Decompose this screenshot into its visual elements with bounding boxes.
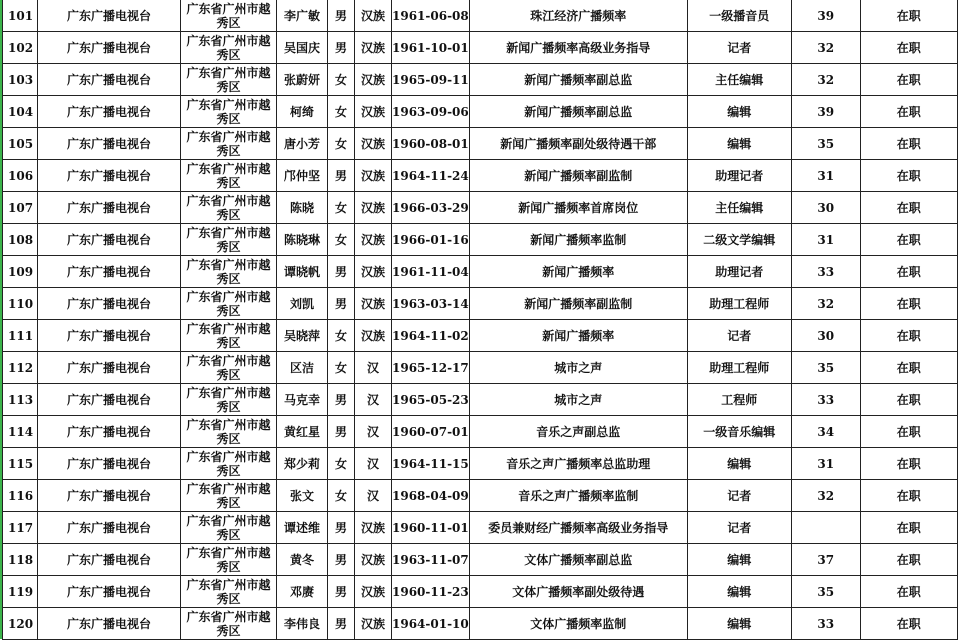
cell-org[interactable]: 广东广播电视台 bbox=[38, 96, 181, 128]
cell-birthdate[interactable]: 1965-09-11 bbox=[392, 64, 470, 96]
table-row bbox=[3, 0, 958, 32]
cell-title[interactable]: 助理记者 bbox=[687, 160, 791, 192]
cell-id[interactable]: 109 bbox=[3, 256, 38, 288]
cell-status[interactable]: 在职 bbox=[860, 384, 957, 416]
cell-address[interactable]: 广东省广州市越秀区 bbox=[181, 512, 277, 544]
cell-ethnicity[interactable]: 汉族 bbox=[355, 608, 392, 640]
cell-address[interactable]: 广东省广州市越秀区 bbox=[181, 608, 277, 640]
cell-name[interactable]: 刘凯 bbox=[277, 288, 328, 320]
cell-name[interactable]: 谭述维 bbox=[277, 512, 328, 544]
cell-birthdate[interactable]: 1961-10-01 bbox=[392, 32, 470, 64]
cell-position[interactable]: 新闻广播频率副总监 bbox=[469, 64, 687, 96]
cell-birthdate[interactable]: 1964-11-24 bbox=[392, 160, 470, 192]
cell-title[interactable]: 记者 bbox=[687, 320, 791, 352]
cell-years[interactable]: 33 bbox=[791, 384, 860, 416]
cell-id[interactable]: 113 bbox=[3, 384, 38, 416]
cell-gender[interactable]: 女 bbox=[328, 352, 355, 384]
cell-org[interactable]: 广东广播电视台 bbox=[38, 480, 181, 512]
cell-name[interactable]: 李广敏 bbox=[277, 0, 328, 32]
cell-id[interactable]: 106 bbox=[3, 160, 38, 192]
cell-org[interactable]: 广东广播电视台 bbox=[38, 608, 181, 640]
cell-title[interactable]: 记者 bbox=[687, 32, 791, 64]
cell-ethnicity[interactable]: 汉族 bbox=[355, 128, 392, 160]
cell-ethnicity[interactable]: 汉族 bbox=[355, 544, 392, 576]
cell-name[interactable]: 郑少莉 bbox=[277, 448, 328, 480]
table-row bbox=[3, 576, 958, 608]
cell-name[interactable]: 邓赓 bbox=[277, 576, 328, 608]
cell-org[interactable]: 广东广播电视台 bbox=[38, 64, 181, 96]
cell-ethnicity[interactable]: 汉族 bbox=[355, 160, 392, 192]
cell-status[interactable]: 在职 bbox=[860, 192, 957, 224]
cell-gender[interactable]: 男 bbox=[328, 288, 355, 320]
cell-years[interactable]: 30 bbox=[791, 192, 860, 224]
cell-years[interactable]: 32 bbox=[791, 32, 860, 64]
cell-org[interactable]: 广东广播电视台 bbox=[38, 128, 181, 160]
cell-status[interactable]: 在职 bbox=[860, 64, 957, 96]
cell-status[interactable]: 在职 bbox=[860, 0, 957, 32]
cell-ethnicity[interactable]: 汉族 bbox=[355, 192, 392, 224]
cell-org[interactable]: 广东广播电视台 bbox=[38, 32, 181, 64]
cell-gender[interactable]: 女 bbox=[328, 320, 355, 352]
cell-status[interactable]: 在职 bbox=[860, 544, 957, 576]
cell-status[interactable]: 在职 bbox=[860, 96, 957, 128]
cell-org[interactable]: 广东广播电视台 bbox=[38, 0, 181, 32]
cell-name[interactable]: 李伟良 bbox=[277, 608, 328, 640]
cell-position[interactable]: 新闻广播频率副总监 bbox=[469, 96, 687, 128]
cell-position[interactable]: 文体广播频率副总监 bbox=[469, 544, 687, 576]
cell-title[interactable]: 助理工程师 bbox=[687, 288, 791, 320]
cell-id[interactable]: 105 bbox=[3, 128, 38, 160]
cell-id[interactable]: 101 bbox=[3, 0, 38, 32]
cell-ethnicity[interactable]: 汉族 bbox=[355, 576, 392, 608]
cell-years[interactable]: 31 bbox=[791, 448, 860, 480]
cell-position[interactable]: 新闻广播频率高级业务指导 bbox=[469, 32, 687, 64]
cell-years[interactable]: 33 bbox=[791, 256, 860, 288]
cell-years[interactable] bbox=[791, 512, 860, 544]
table-body bbox=[3, 0, 958, 640]
cell-name[interactable]: 柯绮 bbox=[277, 96, 328, 128]
cell-name[interactable]: 张文 bbox=[277, 480, 328, 512]
cell-id[interactable]: 116 bbox=[3, 480, 38, 512]
cell-id[interactable]: 111 bbox=[3, 320, 38, 352]
cell-org[interactable]: 广东广播电视台 bbox=[38, 160, 181, 192]
cell-title[interactable]: 主任编辑 bbox=[687, 64, 791, 96]
cell-position[interactable]: 新闻广播频率副处级待遇干部 bbox=[469, 128, 687, 160]
cell-years[interactable]: 34 bbox=[791, 416, 860, 448]
cell-birthdate[interactable]: 1960-07-01 bbox=[392, 416, 470, 448]
cell-address[interactable]: 广东省广州市越秀区 bbox=[181, 96, 277, 128]
cell-address[interactable]: 广东省广州市越秀区 bbox=[181, 320, 277, 352]
cell-id[interactable]: 117 bbox=[3, 512, 38, 544]
cell-ethnicity[interactable]: 汉族 bbox=[355, 32, 392, 64]
cell-years[interactable]: 32 bbox=[791, 288, 860, 320]
cell-gender[interactable]: 男 bbox=[328, 384, 355, 416]
cell-birthdate[interactable]: 1960-11-01 bbox=[392, 512, 470, 544]
cell-position[interactable]: 音乐之声副总监 bbox=[469, 416, 687, 448]
cell-gender[interactable]: 男 bbox=[328, 512, 355, 544]
cell-id[interactable]: 118 bbox=[3, 544, 38, 576]
cell-status[interactable]: 在职 bbox=[860, 320, 957, 352]
cell-gender[interactable]: 男 bbox=[328, 256, 355, 288]
cell-name[interactable]: 陈晓 bbox=[277, 192, 328, 224]
cell-name[interactable]: 张蔚妍 bbox=[277, 64, 328, 96]
table-row bbox=[3, 480, 958, 512]
cell-id[interactable]: 103 bbox=[3, 64, 38, 96]
cell-position[interactable]: 新闻广播频率监制 bbox=[469, 224, 687, 256]
cell-id[interactable]: 115 bbox=[3, 448, 38, 480]
cell-gender[interactable]: 男 bbox=[328, 544, 355, 576]
cell-address[interactable]: 广东省广州市越秀区 bbox=[181, 192, 277, 224]
cell-ethnicity[interactable]: 汉 bbox=[355, 352, 392, 384]
cell-address[interactable]: 广东省广州市越秀区 bbox=[181, 256, 277, 288]
cell-birthdate[interactable]: 1965-05-23 bbox=[392, 384, 470, 416]
table-row bbox=[3, 448, 958, 480]
cell-title[interactable]: 记者 bbox=[687, 480, 791, 512]
cell-id[interactable]: 119 bbox=[3, 576, 38, 608]
cell-id[interactable]: 112 bbox=[3, 352, 38, 384]
table-row bbox=[3, 160, 958, 192]
cell-position[interactable]: 城市之声 bbox=[469, 352, 687, 384]
table-row bbox=[3, 320, 958, 352]
cell-org[interactable]: 广东广播电视台 bbox=[38, 384, 181, 416]
cell-status[interactable]: 在职 bbox=[860, 352, 957, 384]
cell-gender[interactable]: 男 bbox=[328, 32, 355, 64]
cell-name[interactable]: 区洁 bbox=[277, 352, 328, 384]
cell-id[interactable]: 102 bbox=[3, 32, 38, 64]
cell-status[interactable]: 在职 bbox=[860, 480, 957, 512]
table-row bbox=[3, 192, 958, 224]
cell-id[interactable]: 104 bbox=[3, 96, 38, 128]
cell-title[interactable]: 助理记者 bbox=[687, 256, 791, 288]
cell-address[interactable]: 广东省广州市越秀区 bbox=[181, 288, 277, 320]
cell-birthdate[interactable]: 1963-11-07 bbox=[392, 544, 470, 576]
cell-years[interactable]: 32 bbox=[791, 64, 860, 96]
cell-title[interactable]: 助理工程师 bbox=[687, 352, 791, 384]
cell-status[interactable]: 在职 bbox=[860, 288, 957, 320]
cell-id[interactable]: 110 bbox=[3, 288, 38, 320]
cell-position[interactable]: 珠江经济广播频率 bbox=[469, 0, 687, 32]
cell-position[interactable]: 新闻广播频率 bbox=[469, 256, 687, 288]
cell-years[interactable]: 30 bbox=[791, 320, 860, 352]
cell-ethnicity[interactable]: 汉族 bbox=[355, 0, 392, 32]
cell-birthdate[interactable]: 1964-11-15 bbox=[392, 448, 470, 480]
cell-position[interactable]: 音乐之声广播频率监制 bbox=[469, 480, 687, 512]
cell-birthdate[interactable]: 1964-01-10 bbox=[392, 608, 470, 640]
cell-gender[interactable]: 男 bbox=[328, 416, 355, 448]
cell-position[interactable]: 新闻广播频率副监制 bbox=[469, 160, 687, 192]
cell-id[interactable]: 120 bbox=[3, 608, 38, 640]
cell-org[interactable]: 广东广播电视台 bbox=[38, 512, 181, 544]
cell-birthdate[interactable]: 1966-03-29 bbox=[392, 192, 470, 224]
cell-title[interactable]: 二级文学编辑 bbox=[687, 224, 791, 256]
cell-birthdate[interactable]: 1963-03-14 bbox=[392, 288, 470, 320]
cell-address[interactable]: 广东省广州市越秀区 bbox=[181, 32, 277, 64]
cell-position[interactable]: 城市之声 bbox=[469, 384, 687, 416]
cell-gender[interactable]: 男 bbox=[328, 160, 355, 192]
cell-ethnicity[interactable]: 汉 bbox=[355, 416, 392, 448]
cell-id[interactable]: 107 bbox=[3, 192, 38, 224]
cell-status[interactable]: 在职 bbox=[860, 608, 957, 640]
cell-title[interactable]: 编辑 bbox=[687, 544, 791, 576]
cell-years[interactable]: 31 bbox=[791, 224, 860, 256]
cell-name[interactable]: 邝仲坚 bbox=[277, 160, 328, 192]
cell-address[interactable]: 广东省广州市越秀区 bbox=[181, 352, 277, 384]
cell-name[interactable]: 谭晓帆 bbox=[277, 256, 328, 288]
cell-gender[interactable]: 女 bbox=[328, 224, 355, 256]
cell-position[interactable]: 新闻广播频率副监制 bbox=[469, 288, 687, 320]
cell-birthdate[interactable]: 1968-04-09 bbox=[392, 480, 470, 512]
table-row bbox=[3, 416, 958, 448]
cell-address[interactable]: 广东省广州市越秀区 bbox=[181, 224, 277, 256]
cell-status[interactable]: 在职 bbox=[860, 512, 957, 544]
cell-status[interactable]: 在职 bbox=[860, 256, 957, 288]
cell-name[interactable]: 吴国庆 bbox=[277, 32, 328, 64]
table-row bbox=[3, 32, 958, 64]
cell-birthdate[interactable]: 1964-11-02 bbox=[392, 320, 470, 352]
cell-birthdate[interactable]: 1960-08-01 bbox=[392, 128, 470, 160]
table-row bbox=[3, 288, 958, 320]
cell-years[interactable]: 39 bbox=[791, 0, 860, 32]
cell-name[interactable]: 陈晓琳 bbox=[277, 224, 328, 256]
cell-status[interactable]: 在职 bbox=[860, 32, 957, 64]
cell-org[interactable]: 广东广播电视台 bbox=[38, 448, 181, 480]
cell-org[interactable]: 广东广播电视台 bbox=[38, 192, 181, 224]
cell-position[interactable]: 新闻广播频率 bbox=[469, 320, 687, 352]
cell-title[interactable]: 编辑 bbox=[687, 448, 791, 480]
cell-name[interactable]: 马克幸 bbox=[277, 384, 328, 416]
cell-years[interactable]: 37 bbox=[791, 544, 860, 576]
cell-ethnicity[interactable]: 汉族 bbox=[355, 512, 392, 544]
cell-title[interactable]: 主任编辑 bbox=[687, 192, 791, 224]
cell-org[interactable]: 广东广播电视台 bbox=[38, 352, 181, 384]
cell-title[interactable]: 一级播音员 bbox=[687, 0, 791, 32]
table-row bbox=[3, 96, 958, 128]
cell-address[interactable]: 广东省广州市越秀区 bbox=[181, 0, 277, 32]
cell-birthdate[interactable]: 1961-11-04 bbox=[392, 256, 470, 288]
cell-birthdate[interactable]: 1961-06-08 bbox=[392, 0, 470, 32]
cell-position[interactable]: 委员兼财经广播频率高级业务指导 bbox=[469, 512, 687, 544]
cell-id[interactable]: 108 bbox=[3, 224, 38, 256]
cell-id[interactable]: 114 bbox=[3, 416, 38, 448]
cell-gender[interactable]: 女 bbox=[328, 64, 355, 96]
cell-org[interactable]: 广东广播电视台 bbox=[38, 288, 181, 320]
cell-title[interactable]: 工程师 bbox=[687, 384, 791, 416]
cell-address[interactable]: 广东省广州市越秀区 bbox=[181, 384, 277, 416]
cell-status[interactable]: 在职 bbox=[860, 128, 957, 160]
cell-name[interactable]: 唐小芳 bbox=[277, 128, 328, 160]
cell-address[interactable]: 广东省广州市越秀区 bbox=[181, 64, 277, 96]
cell-position[interactable]: 文体广播频率监制 bbox=[469, 608, 687, 640]
table-row bbox=[3, 608, 958, 640]
cell-address[interactable]: 广东省广州市越秀区 bbox=[181, 544, 277, 576]
cell-years[interactable]: 32 bbox=[791, 480, 860, 512]
cell-org[interactable]: 广东广播电视台 bbox=[38, 416, 181, 448]
cell-name[interactable]: 黄红星 bbox=[277, 416, 328, 448]
cell-ethnicity[interactable]: 汉族 bbox=[355, 96, 392, 128]
cell-title[interactable]: 编辑 bbox=[687, 576, 791, 608]
cell-org[interactable]: 广东广播电视台 bbox=[38, 320, 181, 352]
table-row bbox=[3, 128, 958, 160]
cell-birthdate[interactable]: 1963-09-06 bbox=[392, 96, 470, 128]
table-row bbox=[3, 224, 958, 256]
cell-ethnicity[interactable]: 汉 bbox=[355, 480, 392, 512]
table-row bbox=[3, 352, 958, 384]
cell-gender[interactable]: 女 bbox=[328, 96, 355, 128]
cell-position[interactable]: 文体广播频率副处级待遇 bbox=[469, 576, 687, 608]
cell-position[interactable]: 音乐之声广播频率总监助理 bbox=[469, 448, 687, 480]
cell-ethnicity[interactable]: 汉 bbox=[355, 384, 392, 416]
cell-org[interactable]: 广东广播电视台 bbox=[38, 576, 181, 608]
cell-gender[interactable]: 男 bbox=[328, 608, 355, 640]
cell-status[interactable]: 在职 bbox=[860, 224, 957, 256]
cell-gender[interactable]: 女 bbox=[328, 192, 355, 224]
cell-years[interactable]: 35 bbox=[791, 128, 860, 160]
cell-address[interactable]: 广东省广州市越秀区 bbox=[181, 160, 277, 192]
table-row bbox=[3, 64, 958, 96]
cell-address[interactable]: 广东省广州市越秀区 bbox=[181, 448, 277, 480]
cell-gender[interactable]: 女 bbox=[328, 128, 355, 160]
cell-years[interactable]: 39 bbox=[791, 96, 860, 128]
cell-years[interactable]: 35 bbox=[791, 576, 860, 608]
cell-ethnicity[interactable]: 汉族 bbox=[355, 64, 392, 96]
cell-status[interactable]: 在职 bbox=[860, 448, 957, 480]
cell-address[interactable]: 广东省广州市越秀区 bbox=[181, 128, 277, 160]
cell-birthdate[interactable]: 1965-12-17 bbox=[392, 352, 470, 384]
cell-gender[interactable]: 女 bbox=[328, 448, 355, 480]
cell-status[interactable]: 在职 bbox=[860, 160, 957, 192]
personnel-table bbox=[2, 0, 958, 640]
cell-org[interactable]: 广东广播电视台 bbox=[38, 224, 181, 256]
cell-name[interactable]: 吴晓萍 bbox=[277, 320, 328, 352]
cell-years[interactable]: 35 bbox=[791, 352, 860, 384]
cell-ethnicity[interactable]: 汉族 bbox=[355, 320, 392, 352]
cell-org[interactable]: 广东广播电视台 bbox=[38, 544, 181, 576]
cell-address[interactable]: 广东省广州市越秀区 bbox=[181, 576, 277, 608]
cell-ethnicity[interactable]: 汉 bbox=[355, 448, 392, 480]
cell-title[interactable]: 记者 bbox=[687, 512, 791, 544]
cell-gender[interactable]: 男 bbox=[328, 576, 355, 608]
cell-title[interactable]: 一级音乐编辑 bbox=[687, 416, 791, 448]
table-row bbox=[3, 544, 958, 576]
cell-title[interactable]: 编辑 bbox=[687, 96, 791, 128]
table-row bbox=[3, 512, 958, 544]
cell-status[interactable]: 在职 bbox=[860, 576, 957, 608]
cell-gender[interactable]: 男 bbox=[328, 0, 355, 32]
table-row bbox=[3, 384, 958, 416]
cell-name[interactable]: 黄冬 bbox=[277, 544, 328, 576]
cell-birthdate[interactable]: 1960-11-23 bbox=[392, 576, 470, 608]
cell-ethnicity[interactable]: 汉族 bbox=[355, 224, 392, 256]
cell-org[interactable]: 广东广播电视台 bbox=[38, 256, 181, 288]
cell-address[interactable]: 广东省广州市越秀区 bbox=[181, 416, 277, 448]
cell-status[interactable]: 在职 bbox=[860, 416, 957, 448]
table-row bbox=[3, 256, 958, 288]
cell-years[interactable]: 31 bbox=[791, 160, 860, 192]
cell-title[interactable]: 编辑 bbox=[687, 608, 791, 640]
cell-position[interactable]: 新闻广播频率首席岗位 bbox=[469, 192, 687, 224]
cell-gender[interactable]: 女 bbox=[328, 480, 355, 512]
cell-birthdate[interactable]: 1966-01-16 bbox=[392, 224, 470, 256]
cell-years[interactable]: 33 bbox=[791, 608, 860, 640]
cell-ethnicity[interactable]: 汉族 bbox=[355, 256, 392, 288]
cell-ethnicity[interactable]: 汉族 bbox=[355, 288, 392, 320]
cell-title[interactable]: 编辑 bbox=[687, 128, 791, 160]
cell-address[interactable]: 广东省广州市越秀区 bbox=[181, 480, 277, 512]
